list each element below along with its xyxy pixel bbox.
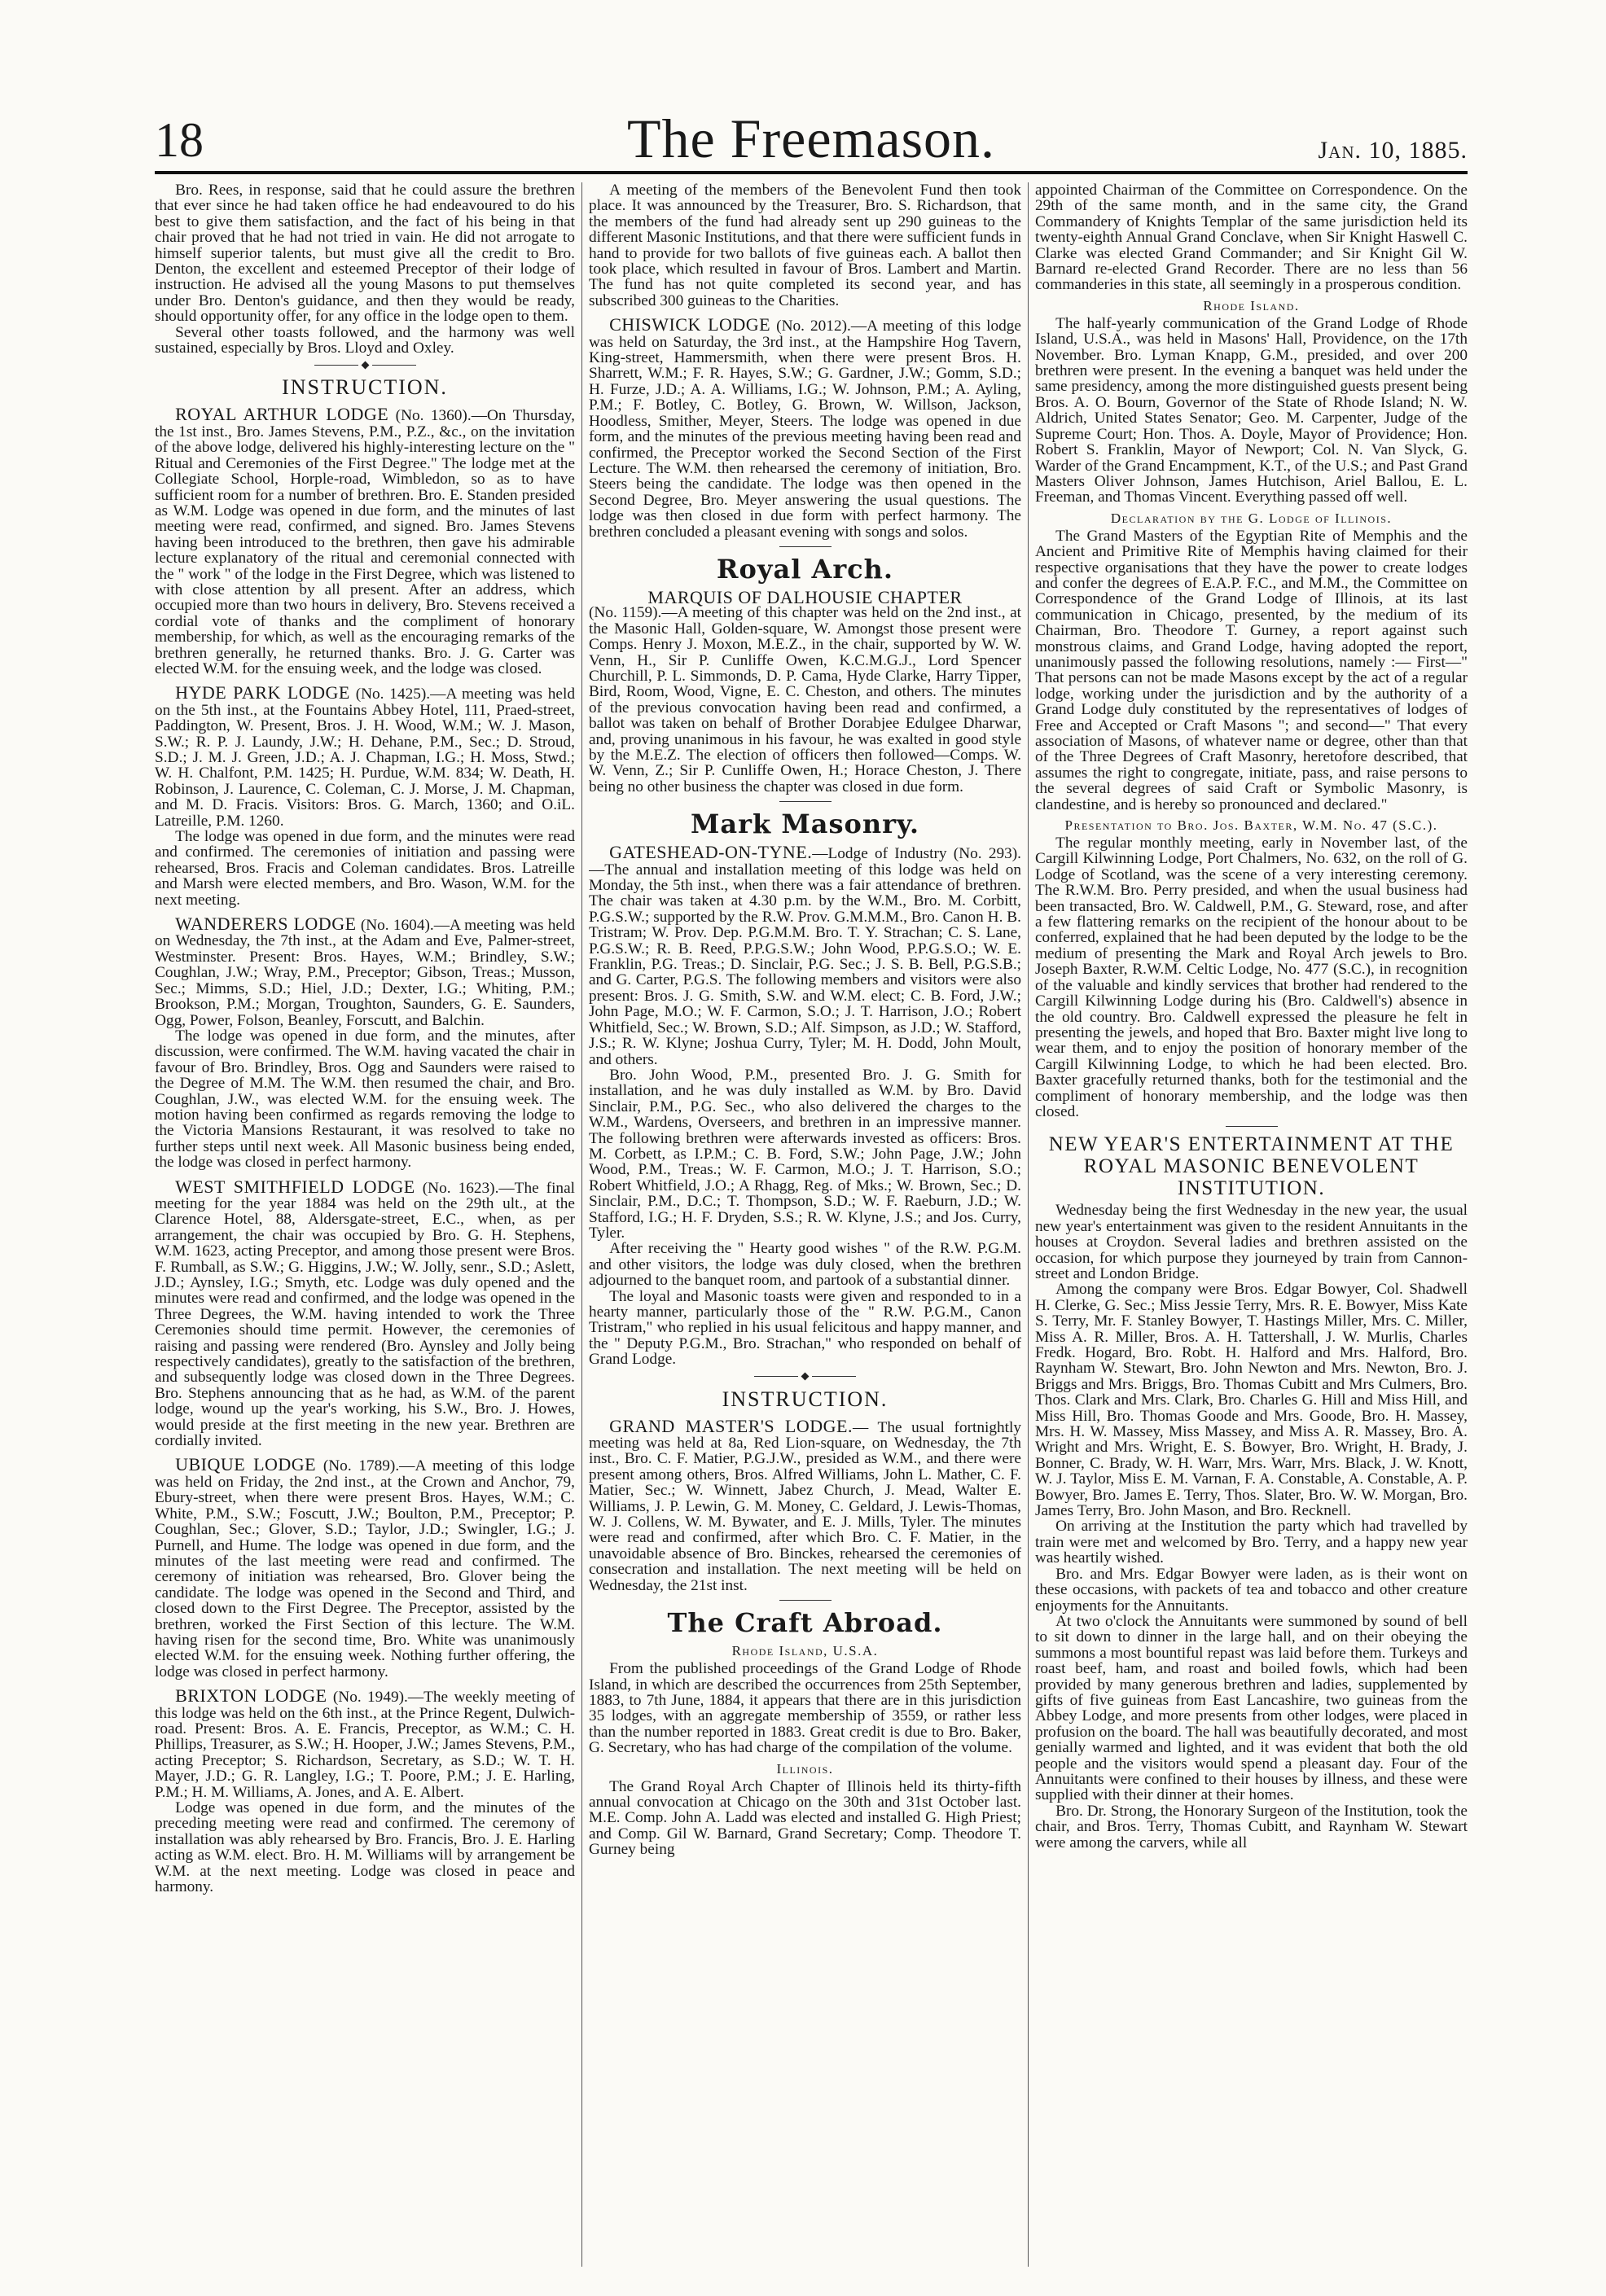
column-2 bbox=[589, 182, 1021, 2267]
column-3 bbox=[1035, 182, 1468, 2267]
lodge-number: (No. 1425). bbox=[355, 686, 431, 703]
report-body: —A meeting of this lodge was held on Saturday, the 3rd inst., at the Hampshire Hog Tavern, King-street, Hammersmith, when there were present Bros. H. Sharrett, W.M.; F. R. Hayes, S.W.; G. Gardner, J.W.; Gomm, S.D.; H. Furze, J.D.; A. A. Williams, I.G.; W. Johnson, P.M.; A. Ayling, P.M.; F. Botley, C. Botley, G. Brown, W. Willson, Jackson, Hoodless, Smither, Meyer, Steers. The lodge was opened in due form, and the minutes of the previous meeting having been read and confirmed, the Preceptor worked the Second Section of the First Lecture. The W.M. then rehearsed the ceremony of initiation, Bro. Steers being the candidate. The lodge was then opened in the Second Degree, Bro. Meyer answering the usual questions. The lodge was then closed in due form with perfect harmony. The brethren concluded a pleasant evening with songs and solos. bbox=[589, 318, 1021, 541]
subheading-illinois: Illinois. bbox=[776, 1760, 834, 1777]
lodge-report-chiswick bbox=[589, 314, 1021, 541]
lodge-report-royal-arthur bbox=[155, 406, 575, 677]
lodge-name: HYDE PARK LODGE bbox=[175, 682, 350, 703]
lodge-number: (No. 1360). bbox=[395, 407, 472, 425]
section-heading-instruction: INSTRUCTION. bbox=[282, 375, 448, 400]
divider bbox=[1226, 1126, 1278, 1127]
lodge-name: GRAND MASTER'S LODGE. bbox=[609, 1415, 853, 1436]
paragraph: The lodge was opened in due form, and the minutes, after discussion, were confirmed. The W.M. having vacated the chair in favour of Bro. Brindley, Bros. Ogg and Saunders were raised to the Degree of M.M. The W.M. then resumed the chair, and Bro. Coughlan, J.W., was elected W.M. for the ensuing week. The motion having been confirmed as regards removing the lodge to the Victoria Mansions Restaurant, it was resolved to take no further steps until next week. All Masonic business being ended, the lodge was closed in perfect harmony. bbox=[155, 1027, 575, 1172]
paragraph: From the published proceedings of the Grand Lodge of Rhode Island, in which are described the occurrences from 25th September, 1883, to 7th June, 1884, it appears that there are in this jurisdiction 35 lodges, with an aggregate membership of 3559, or rather less than the number reported in 1883. Great credit is due to Bro. Baker, G. Secretary, who has had charge of the compilation of the volume. bbox=[589, 1660, 1021, 1757]
lodge-name: WANDERERS LODGE bbox=[175, 914, 357, 935]
lodge-name: WEST SMITHFIELD LODGE bbox=[175, 1176, 415, 1197]
masthead bbox=[155, 107, 1468, 173]
lodge-report-gateshead bbox=[589, 844, 1021, 1067]
section-heading-mark-masonry: Mark Masonry. bbox=[690, 808, 920, 840]
lodge-report-hyde-park bbox=[155, 682, 575, 830]
issue-date: Jan. 10, 1885. bbox=[1318, 137, 1468, 164]
section-heading-new-years-entertainment: NEW YEAR'S ENTERTAINMENT AT THE ROYAL MASONIC BENEVOLENT INSTITUTION. bbox=[1048, 1133, 1455, 1200]
paragraph: Bro. Dr. Strong, the Honorary Surgeon of the Institution, took the chair, and Bros. Terry, Thomas Cubitt, and Raynham W. Stewart were among the carvers, while all bbox=[1035, 1802, 1468, 1851]
section-heading-royal-arch: Royal Arch. bbox=[716, 553, 894, 585]
report-body: —A meeting was held on the 5th inst., at the Fountains Abbey Hotel, 111, Praed-street, Paddington, W. Present, Bros. J. H. Wood, W.M.; W. J. Mason, S.W.; R. P. J. Laundy, J.W.; H. Dehane, P.M., Sec.; D. Stroud, S.D.; J. M. J. Green, J.D.; A. J. Chapman, I.G.; H. Moss, Stwd.; W. H. Chalfont, P.M. 1425; H. Purdue, W.M. 834; W. Death, H. Robinson, J. Laurence, C. Coleman, C. J. Morse, J. M. Chapman, and M. D. Fracis. Visitors: Bros. G. March, 1360; and O.iL. Latreille, P.M. 1260. bbox=[155, 686, 575, 830]
report-body: (No. 1159).—A meeting of this chapter was held on the 2nd inst., at the Masonic Hall, Golden-square, W. Amongst those present were Comps. Henry J. Moxon, M.E.Z., in the chair, supported by W. W. Venn, H., Sir P. Cunliffe Owen, K.C.M.G.J., Lord Spencer Churchill, P. L. Simmonds, D. P. Cama, Hyde Clarke, Harry Tipper, Bird, Room, Wood, Vigne, E. C. Cheston, and others. The minutes of the previous convocation having been read and confirmed, a ballot was taken on behalf of Brother Dorabjee Edulgee Dharwar, and, proving unanimous in his favour, he was exalted in good style by the M.E.Z. The election of officers then followed—Comps. W. W. Venn, Z.; Sir P. Cunliffe Owen, H.; Horace Cheston, J. There being no other business the chapter was closed in due form. bbox=[589, 604, 1021, 795]
lodge-name: CHISWICK LODGE bbox=[609, 314, 771, 335]
section-heading-instruction: INSTRUCTION. bbox=[722, 1387, 889, 1411]
paragraph: Bro. John Wood, P.M., presented Bro. J. G. Smith for installation, and he was duly installed as W.M. by Bro. David Sinclair, P.M., P.G. Sec., who also delivered the charges to the W.M., Wardens, Overseers, and brethren in an impressive manner. The following brethren were afterwards invested as officers: Bros. M. Corbett, as I.P.M.; C. B. Ford, S.W.; John Page, J.W.; John Wood, P.M., Treas.; W. F. Carmon, M.O.; J. T. Harrison, S.O.; Robert Whitfield, J.O.; A Rhagg, Reg. of Mks.; W. Brown, Sec.; D. Sinclair, P.M., D.C.; T. Thompson, S.D.; W. F. Raeburn, J.D.; W. Stafford, I.G.; H. F. Dryden, S.S.; R. W. Klyne, J.S.; and Jos. Curry, Tyler. bbox=[589, 1066, 1021, 1242]
divider bbox=[779, 1600, 832, 1601]
subheading-declaration: Declaration by the G. Lodge of Illinois. bbox=[1110, 510, 1393, 526]
report-body: —A meeting was held on Wednesday, the 7th inst., at the Adam and Eve, Palmer-street, Westminster. Present: Bros. Hayes, W.M.; Brindley, S.W.; Coughlan, J.W.; Wray, P.M., Preceptor; Gibson, Treas.; Musson, Sec.; Mimms, S.D.; Hiel, J.D.; Dexter, I.G.; Whiting, P.M.; Brookson, P.M.; Morgan, Troughton, Saunders, G. E. Saunders, Ogg, Power, Folson, Beanley, Forscutt, and Balchin. bbox=[155, 917, 575, 1029]
lodge-report-ubique bbox=[155, 1454, 575, 1680]
report-body: —The final meeting for the year 1884 was held on the 29th ult., at the Clarence Hotel, 88, Aldersgate-street, E.C., when, as per arrangement, the chair was occupied by Bro. G. H. Stephens, W.M. 1623, acting Preceptor, and among those present were Bros. F. Rumball, as S.W.; G. Higgins, J.W.; W. Jolly, senr., S.D.; Aslett, J.D.; Aynsley, I.G.; Smyth, etc. Lodge was duly opened and the minutes were read and confirmed, and the lodge was opened in the Three Degrees, the W.M. having intended to work the Three Ceremonies should time permit. However, the ceremonies of raising and passing were rendered (Bro. Aynsley and Jolly being respectively candidates), greatly to the satisfaction of the brethren, and subsequently lodge was closed down in the Three Degrees. Bro. Stephens announcing that as he had, as W.M. of the parent lodge, wound up the year's working, his S.W., Bro. J. Howes, would preside at the first meeting in the new year. Brethren are cordially invited. bbox=[155, 1179, 575, 1450]
lodge-number: (No. 2012). bbox=[776, 318, 851, 335]
ornament-divider bbox=[589, 1371, 1021, 1382]
lodge-name: ROYAL ARTHUR LODGE bbox=[175, 404, 389, 425]
column-divider bbox=[581, 182, 582, 2267]
paragraph: The half-yearly communication of the Grand Lodge of Rhode Island, U.S.A., was held in Masons' Hall, Providence, on the 17th November. Bro. Lyman Knapp, G.M., presided, and over 200 brethren were present. In the evening a banquet was held under the same presidency, among the more distinguished guests present being Bros. A. O. Bourn, Governor of the State of Rhode Island; N. W. Aldrich, United States Senator; Geo. M. Carpenter, Judge of the Supreme Court; Hon. Thos. A. Doyle, Mayor of Providence; Hon. Robert S. Franklin, Mayor of Newport; Col. N. Van Slyck, G. Warder of the Grand Encampment, K.T., of the U.S.; and Past Grand Masters Oliver Johnson, James Hutchison, Ariel Ballou, E. L. Freeman, and Thomas Vincent. Everything passed off well. bbox=[1035, 314, 1468, 506]
report-body: — The usual fortnightly meeting was held at 8a, Red Lion-square, on Wednesday, the 7th inst., Bro. C. F. Matier, P.G.J.W., presided as W.M., and there were present among others, Bros. Alfred Williams, John L. Mather, C. F. Matier, Sec.; W. Winnett, Jabez Church, J. Mead, Walter E. Williams, J. P. Lewin, G. M. Money, C. Geldard, J. Lewis-Thomas, W. J. Collens, W. M. Bywater, and E. J. Mills, Tyler. The minutes were read and confirmed, after which Bro. C. F. Matier, in the unavoidable absence of Bro. Binckes, rehearsed the ceremonies of consecration and installation. The next meeting will be held on Wednesday, the 21st inst. bbox=[589, 1418, 1021, 1594]
subheading-rhode-island: Rhode Island. bbox=[1203, 297, 1300, 313]
lodge-number: (No. 1949). bbox=[332, 1689, 408, 1707]
ornament-divider bbox=[155, 359, 575, 370]
chapter-name: MARQUIS OF DALHOUSIE CHAPTER bbox=[647, 586, 963, 607]
paragraph: The Grand Royal Arch Chapter of Illinois held its thirty-fifth annual convocation at Chicago on the 30th and 31st October last. M.E. Comp. John A. Ladd was elected and installed G. High Priest; and Comp. Gil W. Barnard, Grand Secretary; Comp. Theodore T. Gurney being bbox=[589, 1777, 1021, 1859]
paragraph: The regular monthly meeting, early in November last, of the Cargill Kilwinning Lodge, Port Chalmers, No. 632, on the roll of G. Lodge of Scotland, was the scene of a very interesting ceremony. The R.W.M. Bro. Perry presided, and when the usual business had been transacted, Bro. W. Caldwell, P.M., G. Steward, rose, and after a few flattering remarks on the recipient of the honour about to be conferred, explained that he had been deputed by the lodge to be the medium of presenting the Mark and Royal Arch jewels to Bro. Joseph Baxter, R.W.M. Celtic Lodge, No. 477 (S.C.), in recognition of the valuable and kindly services that brother had rendered to the Cargill Kilwinning Lodge during his (Bro. Caldwell's) absence in the old country. Bro. Caldwell expressed the pleasure he felt in presenting the jewels, and hoped that Bro. Baxter might live long to wear them, and to enjoy the position of honorary member of the Cargill Kilwinning Lodge, to which he had been elected. Bro. Baxter gracefully returned thanks, both for the testimonial and the compliment of honorary membership, and the lodge was then closed. bbox=[1035, 835, 1468, 1120]
report-body: —Lodge of Industry (No. 293).—The annual and installation meeting of this lodge was held on Monday, the 5th inst., when there was a fair attendance of brethren. The chair was taken at 4.30 p.m. by the W.M., Bro. M. Corbitt, P.G.S.W.; supported by the R.W. Prov. G.M.M.M., Bro. Canon H. B. Tristram; W. Prov. Dep. P.G.M.M. Bro. T. Y. Strachan; C. S. Lane, P.G.S.W.; R. B. Reed, P.P.G.S.W.; John Wood, P.P.G.S.O.; W. E. Franklin, P.G. Treas.; D. Sinclair, P.G. Sec.; J. S. B. Bell, P.G.S.B.; and G. Carter, P.G.S. The following members and visitors were also present: Bros. J. G. Smith, S.W. and W.M. elect; C. B. Ford, J.W.; John Page, M.O.; W. F. Carmon, S.O.; J. T. Harrison, J.O.; Robert Whitfield, Sec.; W. Brown, S.D.; Alf. Simpson, as J.D.; W. Stafford, J.S.; R. W. Klyne; Joshua Curry, Tyler; M. H. Dodd, John Moult, and others. bbox=[589, 845, 1021, 1068]
report-body: —A meeting of this lodge was held on Friday, the 2nd inst., at the Crown and Anchor, 79, Ebury-street, when there were present Bros. Hayes, W.M.; C. White, P.M., S.W.; Foscutt, J.W.; Boulton, P.M., Preceptor; P. Coughlan, Sec.; Glover, S.D.; Taylor, J.D.; Swingler, I.G.; J. Purnell, and Hume. The lodge was opened in due form, and the minutes of the last meeting were read and confirmed. The ceremony of initiation was rehearsed, Bro. Glover being the candidate. The lodge was opened in the Second and Third, and closed down to the First Degree. The Preceptor, assisted by the brethren, worked the First Section of this lecture. The W.M. having risen for the second time, Bro. White was unanimously elected W.M. for the ensuing week. Nothing further offering, the lodge was closed in perfect harmony. bbox=[155, 1457, 575, 1680]
divider bbox=[779, 546, 832, 547]
paragraph: On arriving at the Institution the party which had travelled by train were met and welcomed by Bro. Terry, and a happy new year was heartily wished. bbox=[1035, 1518, 1468, 1567]
lodge-number: (No. 1789). bbox=[323, 1457, 400, 1475]
column-1 bbox=[155, 182, 575, 2267]
lodge-report-brixton bbox=[155, 1685, 575, 1801]
paragraph: At two o'clock the Annuitants were summoned by sound of bell to sit down to dinner in the large hall, and on their obeying the summons a most bountiful repast was laid before them. Turkeys and roast beef, ham, and roast and boiled fowls, which had been provided by many generous brethren and ladies, supplemented by gifts of five guineas from East Lancashire, two guineas from the Abbey Lodge, and more presents from other lodges, were placed in profusion on the board. The hall was beautifully decorated, and most genially warmed and lighted, and it was evident that both the old people and the visitors would spend a pleasant day. Four of the Annuitants were confined to their houses by illness, and these were supplied with their dinner at their homes. bbox=[1035, 1612, 1468, 1804]
paragraph: The lodge was opened in due form, and the minutes were read and confirmed. The ceremonies of initiation and passing were rehearsed, Bros. Fracis and Coleman candidates. Bros. Latreille and Marsh were elected members, and Bro. Wason, W.M. for the next meeting. bbox=[155, 828, 575, 909]
report-body: —On Thursday, the 1st inst., Bro. James Stevens, P.M., P.Z., &c., on the invitation of the above lodge, delivered his highly-interesting lecture on the " Ritual and Ceremonies of the First Degree." The lodge met at the Collegiate School, Horple-road, Wimbledon, so as to have sufficient room for a number of brethren. Bro. E. Standen presided as W.M. Lodge was opened in due form, and the minutes of last meeting were read, confirmed, and signed. Bro. James Stevens having been introduced to the brethren, then gave his admirable lecture explanatory of the ritual and ceremonial connected with the " work " of the lodge in the First Degree, which was listened to with close attention by all present. After an address, which occupied more than two hours in delivery, Bro. Stevens received a cordial vote of thanks and the compliment of honorary membership, for which, as well as the encouraging remarks of the brethren generally, he returned thanks. Bro. J. G. Carter was elected W.M. for the ensuing week, and the lodge was closed. bbox=[155, 407, 575, 677]
lodge-name: GATESHEAD-ON-TYNE. bbox=[609, 842, 813, 863]
page-number: 18 bbox=[155, 113, 204, 167]
divider bbox=[779, 801, 832, 802]
lodge-report-west-smithfield bbox=[155, 1176, 575, 1450]
newspaper-title: The Freemason. bbox=[626, 107, 996, 169]
paragraph: A meeting of the members of the Benevolent Fund then took place. It was announced by the Treasurer, Bro. S. Richardson, that the members of the fund had already sent up 290 guineas to the different Masonic Institutions, and that there were sufficient funds in hand to provide for two ballots of five guineas each. A ballot then took place, which resulted in favour of Bros. Lambert and Martin. The fund has not quite completed its second year, and has subscribed 300 guineas to the Charities. bbox=[589, 182, 1021, 309]
lodge-report-grand-master bbox=[589, 1415, 1021, 1594]
paragraph: Bro. Rees, in response, said that he could assure the brethren that ever since he had taken office he had endeavoured to do his best to give them satisfaction, and the fact of his being in that chair proved that he had not tried in vain. He did not arrogate to himself superior talents, but must give all the credit to Bro. Denton, the excellent and esteemed Preceptor of their lodge of instruction. He advised all the young Masons to put themselves under Bro. Denton's guidance, and then they would be ready, should opportunity offer, for any office in the lodge open to them. bbox=[155, 182, 575, 326]
paragraph: Bro. and Mrs. Edgar Bowyer were laden, as is their wont on these occasions, with packets of tea and tobacco and other creature enjoyments for the Annuitants. bbox=[1035, 1565, 1468, 1615]
paragraph: After receiving the " Hearty good wishes " of the R.W. P.G.M. and other visitors, the lodge was duly closed, when the brethren adjourned to the banquet room, and partook of a substantial dinner. bbox=[589, 1240, 1021, 1290]
paragraph: The loyal and Masonic toasts were given and responded to in a hearty manner, particularly those of the " R.W. P.G.M., Canon Tristram," who replied in his usual felicitous and happy manner, and the " Deputy P.G.M., Bro. Strachan," who responded on behalf of Grand Lodge. bbox=[589, 1287, 1021, 1369]
paragraph: appointed Chairman of the Committee on Correspondence. On the 29th of the same month, and in the same city, the Grand Commandery of Knights Templar of the same jurisdiction held its twenty-eighth Annual Grand Conclave, when Sir Knight Haswell C. Clarke was elected Grand Commander; and Sir Knight Gil W. Barnard re-elected Grand Recorder. There are no less than 56 commanderies in this state, all seemingly in a prosperous condition. bbox=[1035, 182, 1468, 294]
paragraph: Among the company were Bros. Edgar Bowyer, Col. Shadwell H. Clerke, G. Sec.; Miss Jessie Terry, Mrs. R. E. Bowyer, Miss Kate S. Terry, Mr. F. Stanley Bowyer, T. Hastings Miller, Mrs. C. Miller, Miss A. R. Miller, Bros. A. H. Tattershall, J. W. Murlis, Charles Fredk. Hogard, Bro. Robt. H. Halford and Mrs. Halford, Bro. Raynham W. Stewart, Bro. John Newton and Mrs. Newton, Bro. J. Briggs and Mrs. Briggs, Bro. Thomas Cubitt and Mrs Culmers, Bro. Thos. Clark and Mrs. Clark, Bro. Charles G. Hill and Miss Hill, and Miss Hill, Bro. Thomas Goode and Mrs. Goode, Bro. H. Massey, Mrs. H. W. Massey, Miss Massey, and Miss A. R. Massey, Bro. A. Wright and Mrs. Wright, E. S. Bowyer, Bro. Wright, H. Brady, J. Bonner, C. Brady, W. H. Warr, Mrs. Warr, Mrs. Black, J. W. Knott, W. J. Taylor, Miss E. M. Varnan, F. A. Constable, A. Constable, A. P. Bowyer, Bro. James E. Terry, Thos. Slater, Bro. W. W. Morgan, Bro. James Terry, Bro. John Mason, and Bro. Recknell. bbox=[1035, 1281, 1468, 1520]
report-body: —The weekly meeting of this lodge was held on the 6th inst., at the Prince Regent, Dulwich-road. Present: Bros. A. E. Francis, Preceptor, as W.M.; C. H. Phillips, Treasurer, as S.W.; H. Hooper, J.W.; James Stevens, P.M., acting Preceptor; S. Richardson, Secretary, as S.D.; W. T. H. Mayer, J.D.; G. R. Langley, I.G.; T. Poore, P.M.; J. E. Harling, P.M.; H. M. Williams, A. Jones, and A. E. Albert. bbox=[155, 1689, 575, 1801]
paragraph: Several other toasts followed, and the harmony was well sustained, especially by Bros. Lloyd and Oxley. bbox=[155, 323, 575, 357]
lodge-name: UBIQUE LODGE bbox=[175, 1454, 317, 1475]
lodge-name: BRIXTON LODGE bbox=[175, 1685, 327, 1707]
paragraph: Wednesday being the first Wednesday in the new year, the usual new year's entertainment was given to the resident Annuitants in the houses at Croydon. Several ladies and brethren assisted on the occasion, for which purpose they journeyed by train from Cannon-street and London Bridge. bbox=[1035, 1202, 1468, 1282]
subheading-rhode-island-usa: Rhode Island, U.S.A. bbox=[731, 1643, 879, 1659]
subheading-presentation: Presentation to Bro. Jos. Baxter, W.M. No. 47 (S.C.). bbox=[1064, 817, 1438, 834]
lodge-number: (No. 1623). bbox=[422, 1179, 499, 1197]
paragraph: Lodge was opened in due form, and the minutes of the preceding meeting were read and confirmed. The ceremony of installation was ably rehearsed by Bro. Francis, Bro. J. E. Harling acting as W.M. elect. Bro. H. M. Williams will by arrangement be W.M. at the next meeting. Lodge was closed in peace and harmony. bbox=[155, 1799, 575, 1896]
section-heading-craft-abroad: The Craft Abroad. bbox=[667, 1607, 943, 1639]
paragraph: The Grand Masters of the Egyptian Rite of Memphis and the Ancient and Primitive Rite of Memphis having claimed for their respective organisations that they have the power to create lodges and confer the degrees of E.A.P. F.C., and M.M., the Committee on Correspondence of the Grand Lodge of Illinois, at its last communication in Chicago, presented, by the medium of its Chairman, Bro. Theodore T. Gurney, a report against such monstrous claims, and Grand Lodge, having adopted the report, unanimously passed the following resolutions, namely :— First—" That persons can not be made Masons except by the act of a regular lodge, working under the jurisdiction and by the authority of a Grand Lodge duly constituted by the representatives of lodges of Free and Accepted or Craft Masons "; and second—" That every association of Masons, of whatever name or degree, other than that of the Three Degrees of Craft Masonry, heretofore described, that assumes the right to congregate, initiate, pass, and raise persons to the several degrees of said Craft or Symbolic Masonry, is clandestine, and is hereby so pronounced and declared." bbox=[1035, 527, 1468, 813]
column-divider bbox=[1028, 182, 1029, 2267]
lodge-number: (No. 1604). bbox=[360, 917, 434, 935]
lodge-report-wanderers bbox=[155, 916, 575, 1028]
masthead-rule bbox=[155, 171, 1468, 174]
